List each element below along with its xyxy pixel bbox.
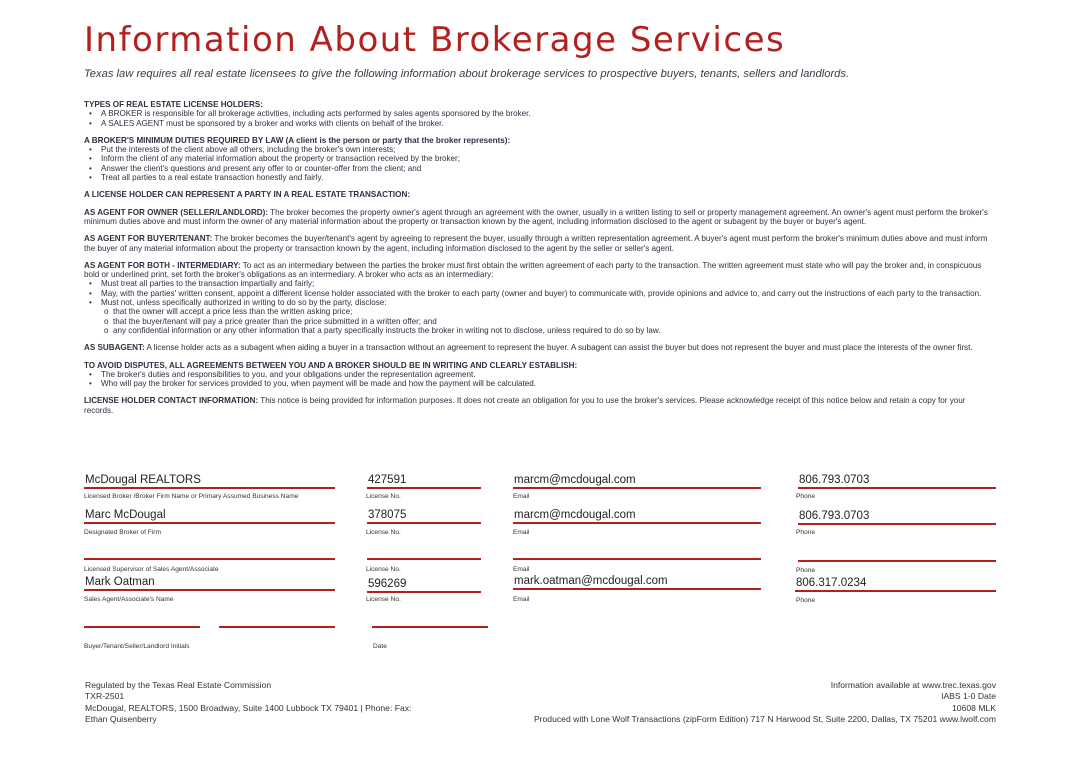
field-underline xyxy=(219,626,335,628)
email-field[interactable] xyxy=(513,470,761,489)
phone-field[interactable] xyxy=(798,470,996,489)
list-item: • Must not, unless specifically authorized in writing to do so by the party, disclose: xyxy=(84,298,996,307)
designated-broker-field[interactable] xyxy=(84,505,335,524)
field-label: License No. xyxy=(366,493,401,500)
field-label: Licensed Broker /Broker Firm Name or Primary Assumed Business Name xyxy=(84,493,299,500)
field-value: mark.oatman@mcdougal.com xyxy=(514,575,668,587)
disputes-section xyxy=(84,361,996,389)
footer-line: Regulated by the Texas Real Estate Commission xyxy=(85,680,272,690)
types-list xyxy=(84,109,996,128)
phone-field[interactable] xyxy=(798,543,996,562)
broker-firm-field[interactable] xyxy=(84,470,335,489)
duties-section xyxy=(84,136,996,182)
owner-paragraph xyxy=(84,208,996,227)
contact-heading: LICENSE HOLDER CONTACT INFORMATION: xyxy=(84,396,259,406)
represent-heading: A LICENSE HOLDER CAN REPRESENT A PARTY IN A REAL ESTATE TRANSACTION: xyxy=(84,190,411,200)
footer-line: IABS 1-0 Date xyxy=(941,691,996,702)
field-value: 806.793.0703 xyxy=(799,510,870,522)
date-field[interactable] xyxy=(372,611,488,628)
list-item: • A BROKER is responsible for all brokerage activities, including acts performed by sales agents sponsored by the broker. xyxy=(84,109,996,118)
field-underline xyxy=(367,591,481,593)
buyer-text: The broker becomes the buyer/tenant's agent by agreeing to represent the buyer, usually through a written representation agreement. A buyer's agent must perform the broker's minimum duties above and must inform the buyer of any material information about the property or transaction known by the agent, including information disclosed to the agent by the seller or seller's agent. xyxy=(84,234,988,253)
field-value: 806.793.0703 xyxy=(799,474,870,486)
field-underline xyxy=(84,487,335,489)
intermediary-list xyxy=(84,279,996,335)
sub-item-text: that the buyer/tenant will pay a price greater than the price submitted in a written offer; and xyxy=(113,316,437,326)
field-label: Email xyxy=(513,529,530,536)
email-field[interactable] xyxy=(513,541,761,560)
owner-heading: AS AGENT FOR OWNER (SELLER/LANDLORD): xyxy=(84,207,269,217)
field-underline xyxy=(84,558,335,560)
field-label: Email xyxy=(513,566,530,573)
footer-line: McDougal, REALTORS, 1500 Broadway, Suite 1400 Lubbock TX 79401 | Phone: Fax: xyxy=(85,702,412,713)
field-underline xyxy=(367,487,481,489)
disputes-list xyxy=(84,370,996,389)
disputes-heading: TO AVOID DISPUTES, ALL AGREEMENTS BETWEEN YOU AND A BROKER SHOULD BE IN WRITING AND CLEARLY ESTABLISH: xyxy=(84,360,578,370)
subagent-text: A license holder acts as a subagent when aiding a buyer in a transaction without an agreement to represent the buyer. A subagent can assist the buyer but does not represent the buyer and must place the interests of the owner first. xyxy=(144,343,973,353)
field-label: Phone xyxy=(796,597,816,604)
sub-list-item xyxy=(84,307,996,316)
footer-right xyxy=(534,680,996,726)
licensed-supervisor-field[interactable] xyxy=(84,541,335,560)
footer-line: 10608 MLK xyxy=(952,702,996,713)
duties-list xyxy=(84,145,996,182)
field-value: 427591 xyxy=(368,474,407,486)
footer-line: TXR-2501 xyxy=(85,691,125,702)
footer-left xyxy=(85,680,411,726)
field-label: Phone xyxy=(796,529,816,536)
phone-field[interactable] xyxy=(798,506,996,525)
field-value: Mark Oatman xyxy=(85,576,155,588)
field-underline xyxy=(84,626,200,628)
field-value: 378075 xyxy=(368,509,407,521)
field-label: Licensed Supervisor of Sales Agent/Associate xyxy=(84,566,219,573)
page-title: Information About Brokerage Services xyxy=(84,20,786,60)
field-value: Marc McDougal xyxy=(85,509,166,521)
list-item: • May, with the parties' written consent, appoint a different license holder associated with the broker to each party (owner and buyer) to communicate with, provide opinions and advice to, and carry out the instructions of each party to the transaction. xyxy=(84,289,996,298)
field-value: 596269 xyxy=(368,578,407,590)
contact-paragraph xyxy=(84,396,996,415)
field-value: marcm@mcdougal.com xyxy=(514,474,636,486)
types-heading: TYPES OF REAL ESTATE LICENSE HOLDERS: xyxy=(84,100,263,109)
field-label: License No. xyxy=(366,596,401,603)
initials-label: Buyer/Tenant/Seller/Landlord Initials xyxy=(84,643,190,650)
field-label: Sales Agent/Associate's Name xyxy=(84,596,174,603)
field-underline xyxy=(84,589,335,591)
subagent-heading: AS SUBAGENT: xyxy=(84,343,145,353)
phone-field[interactable] xyxy=(795,573,996,592)
field-underline xyxy=(84,522,335,524)
footer-line: Information available at www.trec.texas.gov xyxy=(830,680,996,690)
list-item: • Who will pay the broker for services provided to you, when payment will be made and how the payment will be calculated. xyxy=(84,379,996,388)
page-subtitle: Texas law requires all real estate licensees to give the following information about brokerage services to prospective buyers, tenants, sellers and landlords. xyxy=(84,68,850,80)
field-underline xyxy=(798,523,996,525)
field-underline xyxy=(513,558,761,560)
sales-agent-field[interactable] xyxy=(84,572,335,591)
field-underline xyxy=(795,590,996,592)
initials-field-2[interactable] xyxy=(219,611,335,628)
field-underline xyxy=(513,487,761,489)
field-underline xyxy=(367,558,481,560)
sub-item-text: any confidential information or any other information that a party specifically instructs the broker in writing not to disclose, unless required to do so by law. xyxy=(113,325,661,335)
notice-body xyxy=(84,100,996,423)
buyer-paragraph xyxy=(84,234,996,253)
field-underline xyxy=(798,487,996,489)
initials-field-1[interactable] xyxy=(84,611,200,628)
types-section xyxy=(84,100,996,128)
intermediary-heading: AS AGENT FOR BOTH - INTERMEDIARY: xyxy=(84,260,241,270)
sub-item-text: that the owner will accept a price less than the written asking price; xyxy=(113,307,353,317)
intermediary-text: To act as an intermediary between the parties the broker must first obtain the written agreement of each party to the transaction. The written agreement must state who will pay the broker and, in conspicuous bold or underlined print, set forth the broker's obligations as an intermediary. A broker who acts as an intermediary: xyxy=(84,260,982,280)
license-field[interactable] xyxy=(367,470,481,489)
contact-text: This notice is being provided for information purposes. It does not create an obligation for you to use the broker's services. Please acknowledge receipt of this notice below and retain a copy for your records. xyxy=(84,396,966,415)
field-label: Phone xyxy=(796,493,816,500)
field-underline xyxy=(367,522,481,524)
list-item: • Inform the client of any material information about the property or transaction received by the broker; xyxy=(84,154,996,163)
list-item: • A SALES AGENT must be sponsored by a broker and works with clients on behalf of the broker. xyxy=(84,119,996,128)
sub-list-item xyxy=(84,326,996,335)
owner-text: The broker becomes the property owner's agent through an agreement with the owner, usually in a written listing to sell or property management agreement. An owner's agent must perform the broker's minimum duties above and must inform the owner of any material information about the property or transaction known by the agent, including information disclosed to the agent or subagent by the buyer or buyer's agent. xyxy=(84,207,988,226)
field-underline xyxy=(513,588,761,590)
field-value: McDougal REALTORS xyxy=(85,474,201,486)
subagent-paragraph xyxy=(84,343,996,352)
email-field[interactable] xyxy=(513,505,761,524)
list-item: • The broker's duties and responsibilities to you, and your obligations under the representation agreement. xyxy=(84,370,996,379)
intermediary-paragraph xyxy=(84,261,996,280)
field-label: Phone xyxy=(796,567,816,574)
buyer-heading: AS AGENT FOR BUYER/TENANT: xyxy=(84,234,213,244)
field-label: Email xyxy=(513,493,530,500)
field-value: 806.317.0234 xyxy=(796,577,867,589)
field-label: Designated Broker of Firm xyxy=(84,529,161,536)
field-label: License No. xyxy=(366,566,401,573)
license-field[interactable] xyxy=(367,541,481,560)
field-label: License No. xyxy=(366,529,401,536)
field-underline xyxy=(513,522,761,524)
list-item: • Answer the client's questions and present any offer to or counter-offer from the client; and xyxy=(84,164,996,173)
field-underline xyxy=(798,560,996,562)
list-item: • Put the interests of the client above all others, including the broker's own interests; xyxy=(84,145,996,154)
field-underline xyxy=(372,626,488,628)
footer-line: Produced with Lone Wolf Transactions (zipForm Edition) 717 N Harwood St, Suite 2200, Dallas, TX 75201 www.lwolf.com xyxy=(533,714,996,725)
date-label: Date xyxy=(373,643,387,650)
duties-heading: A BROKER'S MINIMUM DUTIES REQUIRED BY LAW (A client is the person or party that the broker represents): xyxy=(84,135,511,145)
sub-list-item xyxy=(84,317,996,326)
license-field[interactable] xyxy=(367,505,481,524)
license-field[interactable] xyxy=(367,574,481,593)
list-item: • Must treat all parties to the transaction impartially and fairly; xyxy=(84,279,996,288)
email-field[interactable] xyxy=(513,571,761,590)
field-value: marcm@mcdougal.com xyxy=(514,509,636,521)
footer-line: Ethan Quisenberry xyxy=(85,714,157,725)
intermediary-section xyxy=(84,261,996,335)
field-label: Email xyxy=(513,596,530,603)
list-item: • Treat all parties to a real estate transaction honestly and fairly. xyxy=(84,173,996,182)
